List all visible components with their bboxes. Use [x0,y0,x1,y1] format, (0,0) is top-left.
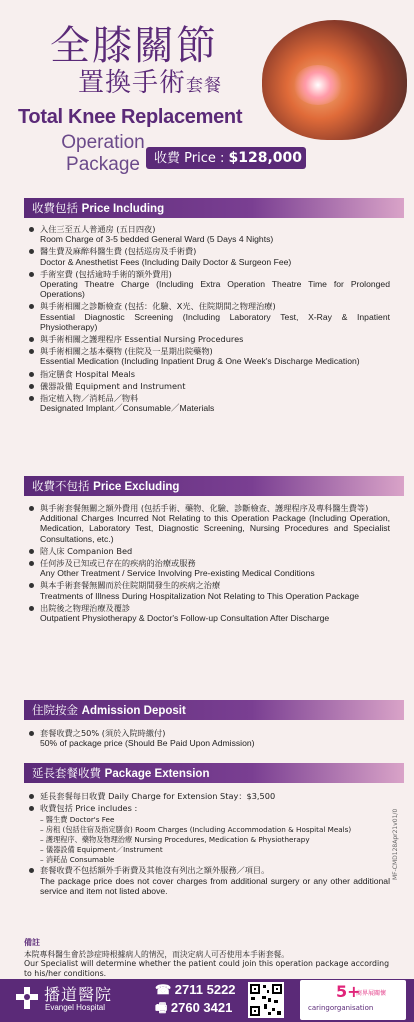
sub-item: – 護理程序、藥物及物理治療 Nursing Procedures, Medication & Physiotherapy [40,835,310,845]
list-item: 套餐收費不包括額外手術費及其他沒有列出之額外服務／項目。 The package price does not cover charges from additional surgery or any other additional service and item not listed above. [28,865,390,896]
list-item: 延長套餐每日收費 Daily Charge for Extension Stay：$3,500 [28,791,390,801]
hospital-name-en: Evangel Hospital [45,1003,106,1012]
list-item: 手術室費 (包括逾時手術的額外費用) Operating Theatre Charge (Including Extra Operation Theatre Time for Prolonged Operations) [28,269,390,300]
sub-item: – 醫生費 Doctor's Fee [40,815,115,825]
list-item: 套餐收費之50% (須於入院時繳付) 50% of package price (Should Be Paid Upon Admission) [28,728,390,748]
list-item: 儀器設備 Equipment and Instrument [28,381,390,391]
list-item: 與本手術套餐無關而於住院期間發生的疾病之治療 Treatments of Illness During Hospitalization Not Relating to This Operation Package [28,580,390,600]
section-bar-price-including: 收費包括 Price Including [24,198,404,218]
list-package-extension [28,791,390,898]
list-item: 任何涉及已知或已存在的疾病的治療或服務 Any Other Treatment / Service Involving Pre-existing Medical Conditions [28,558,390,578]
list-item: 與手術相關之護理程序 Essential Nursing Procedures [28,334,390,344]
section-bar-admission-deposit: 住院按金 Admission Deposit [24,700,404,720]
list-item: 與手術相關之基本藥物 (住院及一星期出院藥物) Essential Medication (Including Inpatient Drug & One Week's Discharge Medication) [28,346,390,366]
phone-number: ☎ 2711 5222 [155,982,236,997]
list-price-excluding [28,503,390,625]
remarks: 備註 本院專科醫生會於診症時根據病人的情況，而決定病人可否使用本手術套餐。 Our Specialist will determine whether the patient could join this operation package according to his/her conditions. [24,938,390,978]
list-item: 醫生費及麻醉科醫生費 (包括巡房及手術費) Doctor & Anesthetist Fees (Including Daily Doctor & Surgeon Fee) [28,246,390,266]
list-item: 收費包括 Price includes : [28,803,390,813]
title-chinese: 全膝關節 [50,23,218,69]
operation-package-label: Operation Package [61,132,145,175]
sub-item: – 房租 (包括住宿及指定膳食) Room Charges (Including Accommodation & Hospital Meals) [40,825,352,835]
fax-number: 🖷 2760 3421 [155,1000,233,1015]
list-item: 指定植入物／消耗品／物料 Designated Implant／Consumable／Materials [28,393,390,413]
list-item: 指定膳食 Hospital Meals [28,369,390,379]
hospital-name-zh: 播道醫院 [44,985,113,1004]
section-bar-package-extension: 延長套餐收費 Package Extension [24,763,404,783]
caring-organisation-logo: 5+ 商界展關懷 caringorganisation [300,980,406,1020]
sub-item: – 儀器設備 Equipment／Instrument [40,845,163,855]
hospital-cross-icon [14,985,40,1011]
qr-code-icon [248,982,284,1018]
subtitle-chinese: 置換手術套餐 [78,68,223,98]
sub-item: – 消耗品 Consumable [40,855,115,865]
list-item: 陪人床 Companion Bed [28,546,390,556]
title-english: Total Knee Replacement [18,106,243,128]
list-item: 與手術相關之診斷檢查 (包括：化驗、X光、住院期間之物理治療) Essential Diagnostic Screening (Including Laboratory Test, X-Ray & Inpatient Physiotherapy) [28,301,390,332]
list-price-including [28,224,390,415]
price-badge: 收費 Price : $128,000 [146,147,306,169]
section-bar-price-excluding: 收費不包括 Price Excluding [24,476,404,496]
list-item: 出院後之物理治療及覆診 Outpatient Physiotherapy & Doctor's Follow-up Consultation After Discharge [28,603,390,623]
sub-list [28,815,390,865]
list-item: 入住三至五人普通房 (五日四夜) Room Charge of 3-5 bedded General Ward (5 Days 4 Nights) [28,224,390,244]
knee-highlight [293,65,343,105]
list-item: 與手術套餐無關之額外費用 (包括手術、藥物、化驗、診斷檢查、護理程序及專科醫生費等) Additional Charges Incurred Not Relating to this Operation Package (Including Operation, Medication, Laboratory Test, Diagnostic Screening, Nursing Procedures and Specialist Consultations, etc.) [28,503,390,544]
form-code: MF-CMD128Apr21v01/0 [392,808,399,880]
list-admission-deposit [28,728,390,750]
